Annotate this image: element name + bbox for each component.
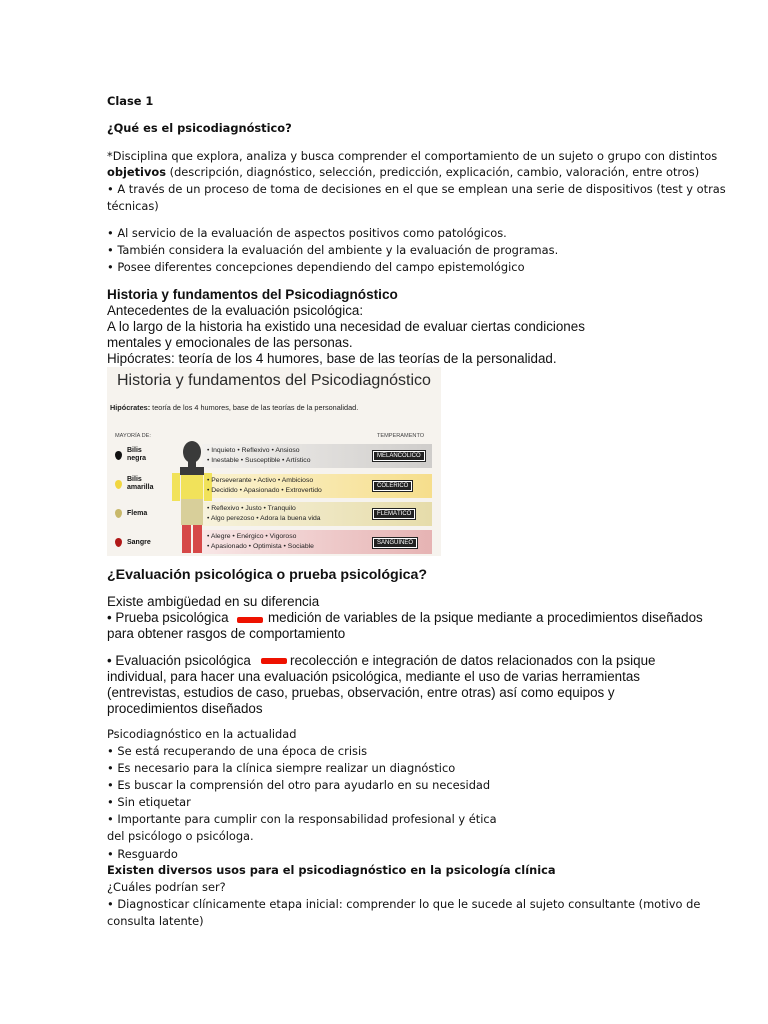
red-arrow-icon (237, 617, 263, 623)
prueba-definition: medición de variables de la psique mediante a procedimientos diseñados (268, 610, 703, 625)
temperament-tag: SANGUÍNEO (373, 538, 417, 548)
evaluation-heading: ¿Evaluación psicológica o prueba psicológica? (107, 567, 428, 583)
bullet-item-cont: del psicólogo o psicóloga. (107, 829, 254, 843)
evaluacion-definition: individual, para hacer una evaluación psicológica, mediante el uso de varias herramientas (107, 669, 640, 684)
red-arrow-icon (261, 658, 287, 664)
humor-traits: • Inquieto • Reflexivo • Ansioso (207, 447, 300, 454)
prueba-label: • Prueba psicológica (107, 610, 229, 625)
infographic-title: Historia y fundamentos del Psicodiagnóstico (117, 372, 431, 389)
subtitle-rest: teoría de los 4 humores, base de las teorías de la personalidad. (150, 403, 359, 412)
question-heading: ¿Qué es el psicodiagnóstico? (107, 121, 292, 135)
blood-drop-icon (115, 538, 122, 547)
humor-traits: • Inestable • Susceptible • Artístico (207, 457, 311, 464)
evaluacion-label: • Evaluación psicológica (107, 653, 251, 668)
bullet-item: • Sin etiquetar (107, 795, 191, 809)
bullet-item: • Es buscar la comprensión del otro para ayudarlo en su necesidad (107, 778, 491, 792)
bold-word: objetivos (107, 165, 166, 179)
bullet-item: • Se está recuperando de una época de crisis (107, 744, 368, 758)
humor-traits: • Decidido • Apasionado • Extrovertido (207, 487, 322, 494)
usos-heading: Existen diversos usos para el psicodiagnóstico en la psicología clínica (107, 863, 556, 877)
class-title: Clase 1 (107, 94, 154, 108)
column-header-left: MAYORÍA DE: (115, 433, 151, 439)
history-text: Hipócrates: teoría de los 4 humores, base de las teorías de la personalidad. (107, 351, 557, 366)
bullet-item: • Diagnosticar clínicamente etapa inicial: comprender lo que le sucede al sujeto consultante (motivo de (107, 897, 701, 911)
temperament-tag: FLEMÁTICO (373, 509, 415, 519)
history-text: mentales y emocionales de las personas. (107, 335, 353, 350)
yellow-bile-drop-icon (115, 480, 122, 489)
ambiguity-text: Existe ambigüedad en su diferencia (107, 594, 320, 609)
bullet-item: • Resguardo (107, 847, 178, 861)
bullet-item-cont: consulta latente) (107, 914, 204, 928)
temperament-tag: MELANCÓLICO (373, 451, 425, 461)
humor-name: Sangre (127, 539, 151, 546)
subtitle-bold: Hipócrates: (110, 403, 151, 412)
definition-rest: (descripción, diagnóstico, selección, predicción, explicación, cambio, valoración, entre otros) (166, 165, 700, 179)
infographic-subtitle (110, 403, 358, 412)
actualidad-title: Psicodiagnóstico en la actualidad (107, 727, 297, 741)
humor-traits: • Perseverante • Activo • Ambicioso (207, 477, 314, 484)
bullet-item: • Posee diferentes concepciones dependiendo del campo epistemológico (107, 260, 525, 274)
definition-line: • A través de un proceso de toma de decisiones en el que se emplean una serie de dispositivos (test y otras (107, 182, 726, 196)
temperament-tag: COLÉRICO (373, 481, 412, 491)
humor-name: Bilis negra (127, 447, 147, 462)
humor-traits: • Apasionado • Optimista • Sociable (207, 543, 314, 550)
evaluacion-definition: procedimientos diseñados (107, 701, 263, 716)
bullet-item: • Es necesario para la clínica siempre realizar un diagnóstico (107, 761, 456, 775)
definition-line (107, 164, 699, 181)
history-heading: Historia y fundamentos del Psicodiagnóstico (107, 287, 398, 302)
column-header-right: TEMPERAMENTO (377, 433, 425, 439)
evaluacion-definition: recolección e integración de datos relacionados con la psique (290, 653, 656, 668)
humor-traits: • Alegre • Enérgico • Vigoroso (207, 533, 297, 540)
history-text: A lo largo de la historia ha existido una necesidad de evaluar ciertas condiciones (107, 319, 585, 334)
humor-traits: • Algo perezoso • Adora la buena vida (207, 515, 321, 522)
bullet-item: • Importante para cumplir con la responsabilidad profesional y ética (107, 812, 497, 826)
bullet-item: • Al servicio de la evaluación de aspectos positivos como patológicos. (107, 226, 507, 240)
humors-infographic (107, 367, 441, 556)
humor-name: Bilis amarilla (127, 476, 154, 491)
humor-traits: • Reflexivo • Justo • Tranquilo (207, 505, 296, 512)
definition-line: *Disciplina que explora, analiza y busca comprender el comportamiento de un sujeto o grupo con distintos (107, 149, 718, 163)
humor-name: Flema (127, 510, 148, 517)
history-text: Antecedentes de la evaluación psicológica: (107, 303, 364, 318)
prueba-definition: para obtener rasgos de comportamiento (107, 626, 346, 641)
black-bile-drop-icon (115, 451, 122, 460)
evaluacion-definition: (entrevistas, estudios de caso, pruebas, observación, entre otras) así como equipos y (107, 685, 615, 700)
definition-line: técnicas) (107, 199, 159, 213)
phlegm-drop-icon (115, 509, 122, 518)
usos-question: ¿Cuáles podrían ser? (107, 880, 226, 894)
bullet-item: • También considera la evaluación del ambiente y la evaluación de programas. (107, 243, 559, 257)
